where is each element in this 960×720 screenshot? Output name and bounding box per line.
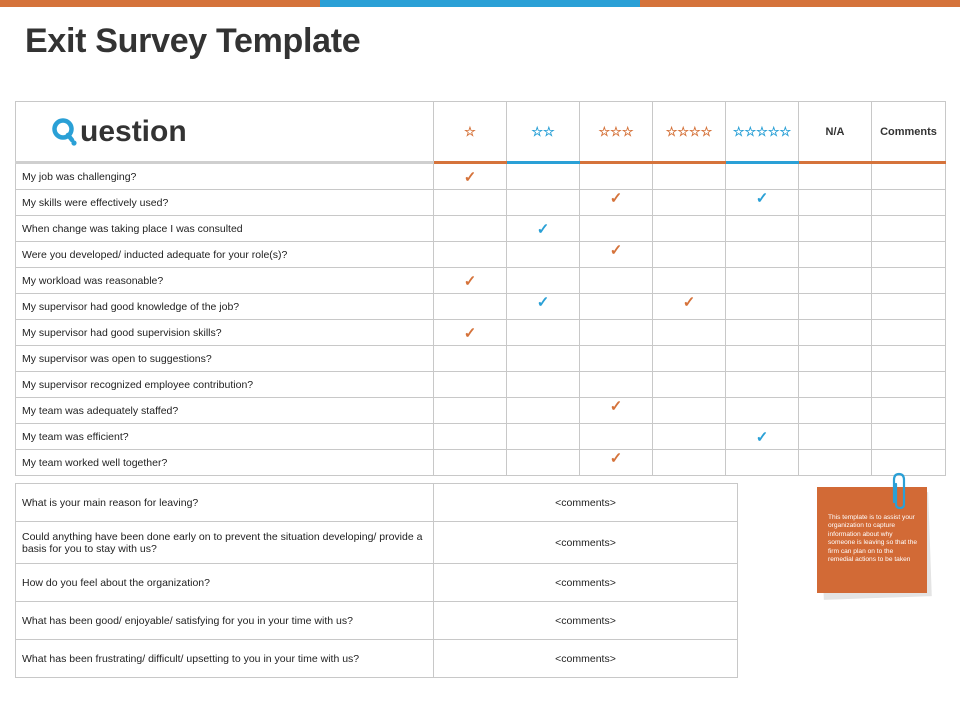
rating-table xyxy=(15,101,946,476)
question-text: My skills were effectively used? xyxy=(16,190,434,216)
rating-cell-1[interactable] xyxy=(434,268,507,294)
magnifier-q-icon xyxy=(52,117,78,147)
rating-cell-3[interactable] xyxy=(580,450,653,476)
check-icon: ✓ xyxy=(609,189,623,207)
rating-cell-5[interactable] xyxy=(726,216,799,242)
rating-cell-3[interactable] xyxy=(580,398,653,424)
rating-cell-2[interactable] xyxy=(507,424,580,450)
rating-cell-4[interactable] xyxy=(653,346,726,372)
na-cell[interactable] xyxy=(799,424,872,450)
rating-cell-5[interactable] xyxy=(726,268,799,294)
table-row xyxy=(16,372,946,398)
question-text: My team was efficient? xyxy=(16,424,434,450)
rating-cell-4[interactable] xyxy=(653,216,726,242)
question-text: My team worked well together? xyxy=(16,450,434,476)
table-row xyxy=(16,190,946,216)
rating-cell-5[interactable] xyxy=(726,424,799,450)
question-header xyxy=(16,102,434,163)
na-cell[interactable] xyxy=(799,294,872,320)
comments-cell[interactable] xyxy=(872,320,946,346)
stars-icon: ☆☆☆☆ xyxy=(665,123,713,139)
open-question-text: What is your main reason for leaving? xyxy=(16,484,434,522)
rating-cell-1[interactable] xyxy=(434,163,507,190)
rating-cell-3[interactable] xyxy=(580,163,653,190)
rating-cell-3[interactable] xyxy=(580,372,653,398)
rating-cell-4[interactable] xyxy=(653,294,726,320)
rating-cell-5[interactable] xyxy=(726,242,799,268)
table-row xyxy=(16,294,946,320)
rating-cell-3[interactable] xyxy=(580,190,653,216)
rating-cell-2[interactable] xyxy=(507,268,580,294)
rating-cell-1[interactable] xyxy=(434,216,507,242)
rating-cell-1[interactable] xyxy=(434,398,507,424)
check-icon: ✓ xyxy=(463,168,477,186)
rating-cell-4[interactable] xyxy=(653,190,726,216)
stars-icon: ☆☆ xyxy=(531,123,555,139)
stars-icon: ☆ xyxy=(464,123,476,139)
comments-cell[interactable] xyxy=(872,216,946,242)
rating-cell-2[interactable] xyxy=(507,216,580,242)
na-cell[interactable] xyxy=(799,268,872,294)
rating-cell-4[interactable] xyxy=(653,320,726,346)
comments-header: Comments xyxy=(872,102,946,163)
table-row xyxy=(16,163,946,190)
rating-cell-2[interactable] xyxy=(507,190,580,216)
rating-header-row xyxy=(16,102,946,163)
comments-cell[interactable] xyxy=(872,398,946,424)
table-row xyxy=(16,398,946,424)
comments-field[interactable]: <comments> xyxy=(434,602,738,640)
comments-cell[interactable] xyxy=(872,372,946,398)
rating-cell-4[interactable] xyxy=(653,372,726,398)
rating-cell-3[interactable] xyxy=(580,216,653,242)
table-row xyxy=(16,242,946,268)
question-text: Were you developed/ inducted adequate for your role(s)? xyxy=(16,242,434,268)
rating-cell-2[interactable] xyxy=(507,242,580,268)
comments-cell[interactable] xyxy=(872,268,946,294)
rating-cell-4[interactable] xyxy=(653,242,726,268)
check-icon: ✓ xyxy=(609,241,623,259)
rating-cell-1[interactable] xyxy=(434,190,507,216)
na-cell[interactable] xyxy=(799,242,872,268)
rating-cell-5[interactable] xyxy=(726,346,799,372)
rating-1-star-header xyxy=(434,102,507,163)
rating-cell-3[interactable] xyxy=(580,268,653,294)
rating-cell-2[interactable] xyxy=(507,294,580,320)
open-question-text: What has been good/ enjoyable/ satisfying for you in your time with us? xyxy=(16,602,434,640)
rating-cell-1[interactable] xyxy=(434,450,507,476)
rating-cell-3[interactable] xyxy=(580,320,653,346)
rating-cell-2[interactable] xyxy=(507,398,580,424)
rating-cell-5[interactable] xyxy=(726,190,799,216)
open-question-row xyxy=(16,484,738,522)
rating-cell-4[interactable] xyxy=(653,398,726,424)
open-question-text: Could anything have been done early on to prevent the situation developing/ provide a basis for you to stay with us? xyxy=(16,522,434,564)
sticky-note xyxy=(817,487,927,593)
table-row xyxy=(16,320,946,346)
question-text: When change was taking place I was consulted xyxy=(16,216,434,242)
table-row xyxy=(16,450,946,476)
rating-cell-4[interactable] xyxy=(653,450,726,476)
question-text: My supervisor recognized employee contribution? xyxy=(16,372,434,398)
rating-cell-1[interactable] xyxy=(434,320,507,346)
na-cell[interactable] xyxy=(799,346,872,372)
stars-icon: ☆☆☆☆☆ xyxy=(732,123,792,139)
na-cell[interactable] xyxy=(799,163,872,190)
rating-cell-3[interactable] xyxy=(580,294,653,320)
check-icon: ✓ xyxy=(536,220,550,238)
rating-3-star-header xyxy=(580,102,653,163)
comments-cell[interactable] xyxy=(872,190,946,216)
check-icon: ✓ xyxy=(463,272,477,290)
check-icon: ✓ xyxy=(536,293,550,311)
rating-cell-2[interactable] xyxy=(507,450,580,476)
stars-icon: ☆☆☆ xyxy=(598,123,634,139)
open-question-text: What has been frustrating/ difficult/ upsetting to you in your time with us? xyxy=(16,640,434,678)
question-text: My workload was reasonable? xyxy=(16,268,434,294)
table-row xyxy=(16,216,946,242)
rating-cell-4[interactable] xyxy=(653,163,726,190)
rating-cell-5[interactable] xyxy=(726,450,799,476)
comments-cell[interactable] xyxy=(872,346,946,372)
question-text: My supervisor had good supervision skills? xyxy=(16,320,434,346)
question-text: My supervisor was open to suggestions? xyxy=(16,346,434,372)
comments-cell[interactable] xyxy=(872,163,946,190)
comments-cell[interactable] xyxy=(872,242,946,268)
check-icon: ✓ xyxy=(609,397,623,415)
comments-field[interactable]: <comments> xyxy=(434,640,738,678)
rating-cell-3[interactable] xyxy=(580,242,653,268)
rating-cell-5[interactable] xyxy=(726,294,799,320)
rating-cell-5[interactable] xyxy=(726,163,799,190)
open-question-row xyxy=(16,602,738,640)
comments-cell[interactable] xyxy=(872,424,946,450)
rating-4-star-header xyxy=(653,102,726,163)
open-question-text: How do you feel about the organization? xyxy=(16,564,434,602)
rating-cell-2[interactable] xyxy=(507,163,580,190)
question-text: My team was adequately staffed? xyxy=(16,398,434,424)
open-questions-table xyxy=(15,483,738,678)
comments-field[interactable]: <comments> xyxy=(434,564,738,602)
table-row xyxy=(16,268,946,294)
rating-cell-4[interactable] xyxy=(653,424,726,450)
top-bar-segment-2 xyxy=(320,0,640,7)
rating-cell-1[interactable] xyxy=(434,424,507,450)
rating-cell-4[interactable] xyxy=(653,268,726,294)
open-question-row xyxy=(16,640,738,678)
na-cell[interactable] xyxy=(799,216,872,242)
rating-cell-3[interactable] xyxy=(580,346,653,372)
paperclip-icon xyxy=(888,472,908,510)
question-text: My supervisor had good knowledge of the job? xyxy=(16,294,434,320)
rating-5-star-header xyxy=(726,102,799,163)
top-accent-bar xyxy=(0,0,960,7)
table-row xyxy=(16,346,946,372)
comments-field[interactable]: <comments> xyxy=(434,522,738,564)
comments-cell[interactable] xyxy=(872,294,946,320)
rating-cell-1[interactable] xyxy=(434,294,507,320)
question-header-label: uestion xyxy=(80,114,187,148)
na-cell[interactable] xyxy=(799,372,872,398)
check-icon: ✓ xyxy=(682,293,696,311)
page-title: Exit Survey Template xyxy=(25,22,361,60)
comments-cell[interactable] xyxy=(872,450,946,476)
rating-cell-2[interactable] xyxy=(507,320,580,346)
rating-cell-5[interactable] xyxy=(726,320,799,346)
rating-cell-1[interactable] xyxy=(434,346,507,372)
top-bar-segment-1 xyxy=(0,0,320,7)
question-text: My job was challenging? xyxy=(16,163,434,190)
rating-cell-5[interactable] xyxy=(726,398,799,424)
na-cell[interactable] xyxy=(799,190,872,216)
comments-field[interactable]: <comments> xyxy=(434,484,738,522)
rating-cell-2[interactable] xyxy=(507,372,580,398)
rating-cell-1[interactable] xyxy=(434,242,507,268)
rating-2-star-header xyxy=(507,102,580,163)
rating-cell-2[interactable] xyxy=(507,346,580,372)
check-icon: ✓ xyxy=(755,189,769,207)
top-bar-segment-3 xyxy=(640,0,960,7)
check-icon: ✓ xyxy=(609,449,623,467)
na-cell[interactable] xyxy=(799,320,872,346)
rating-cell-5[interactable] xyxy=(726,372,799,398)
open-question-row xyxy=(16,522,738,564)
na-cell[interactable] xyxy=(799,398,872,424)
rating-cell-3[interactable] xyxy=(580,424,653,450)
note-text: This template is to assist your organization to capture information about why someone is leaving so that the firm can plan on to the remedial actions to be taken xyxy=(828,514,918,564)
na-header: N/A xyxy=(799,102,872,163)
table-row xyxy=(16,424,946,450)
na-cell[interactable] xyxy=(799,450,872,476)
open-question-row xyxy=(16,564,738,602)
rating-cell-1[interactable] xyxy=(434,372,507,398)
check-icon: ✓ xyxy=(755,428,769,446)
check-icon: ✓ xyxy=(463,324,477,342)
